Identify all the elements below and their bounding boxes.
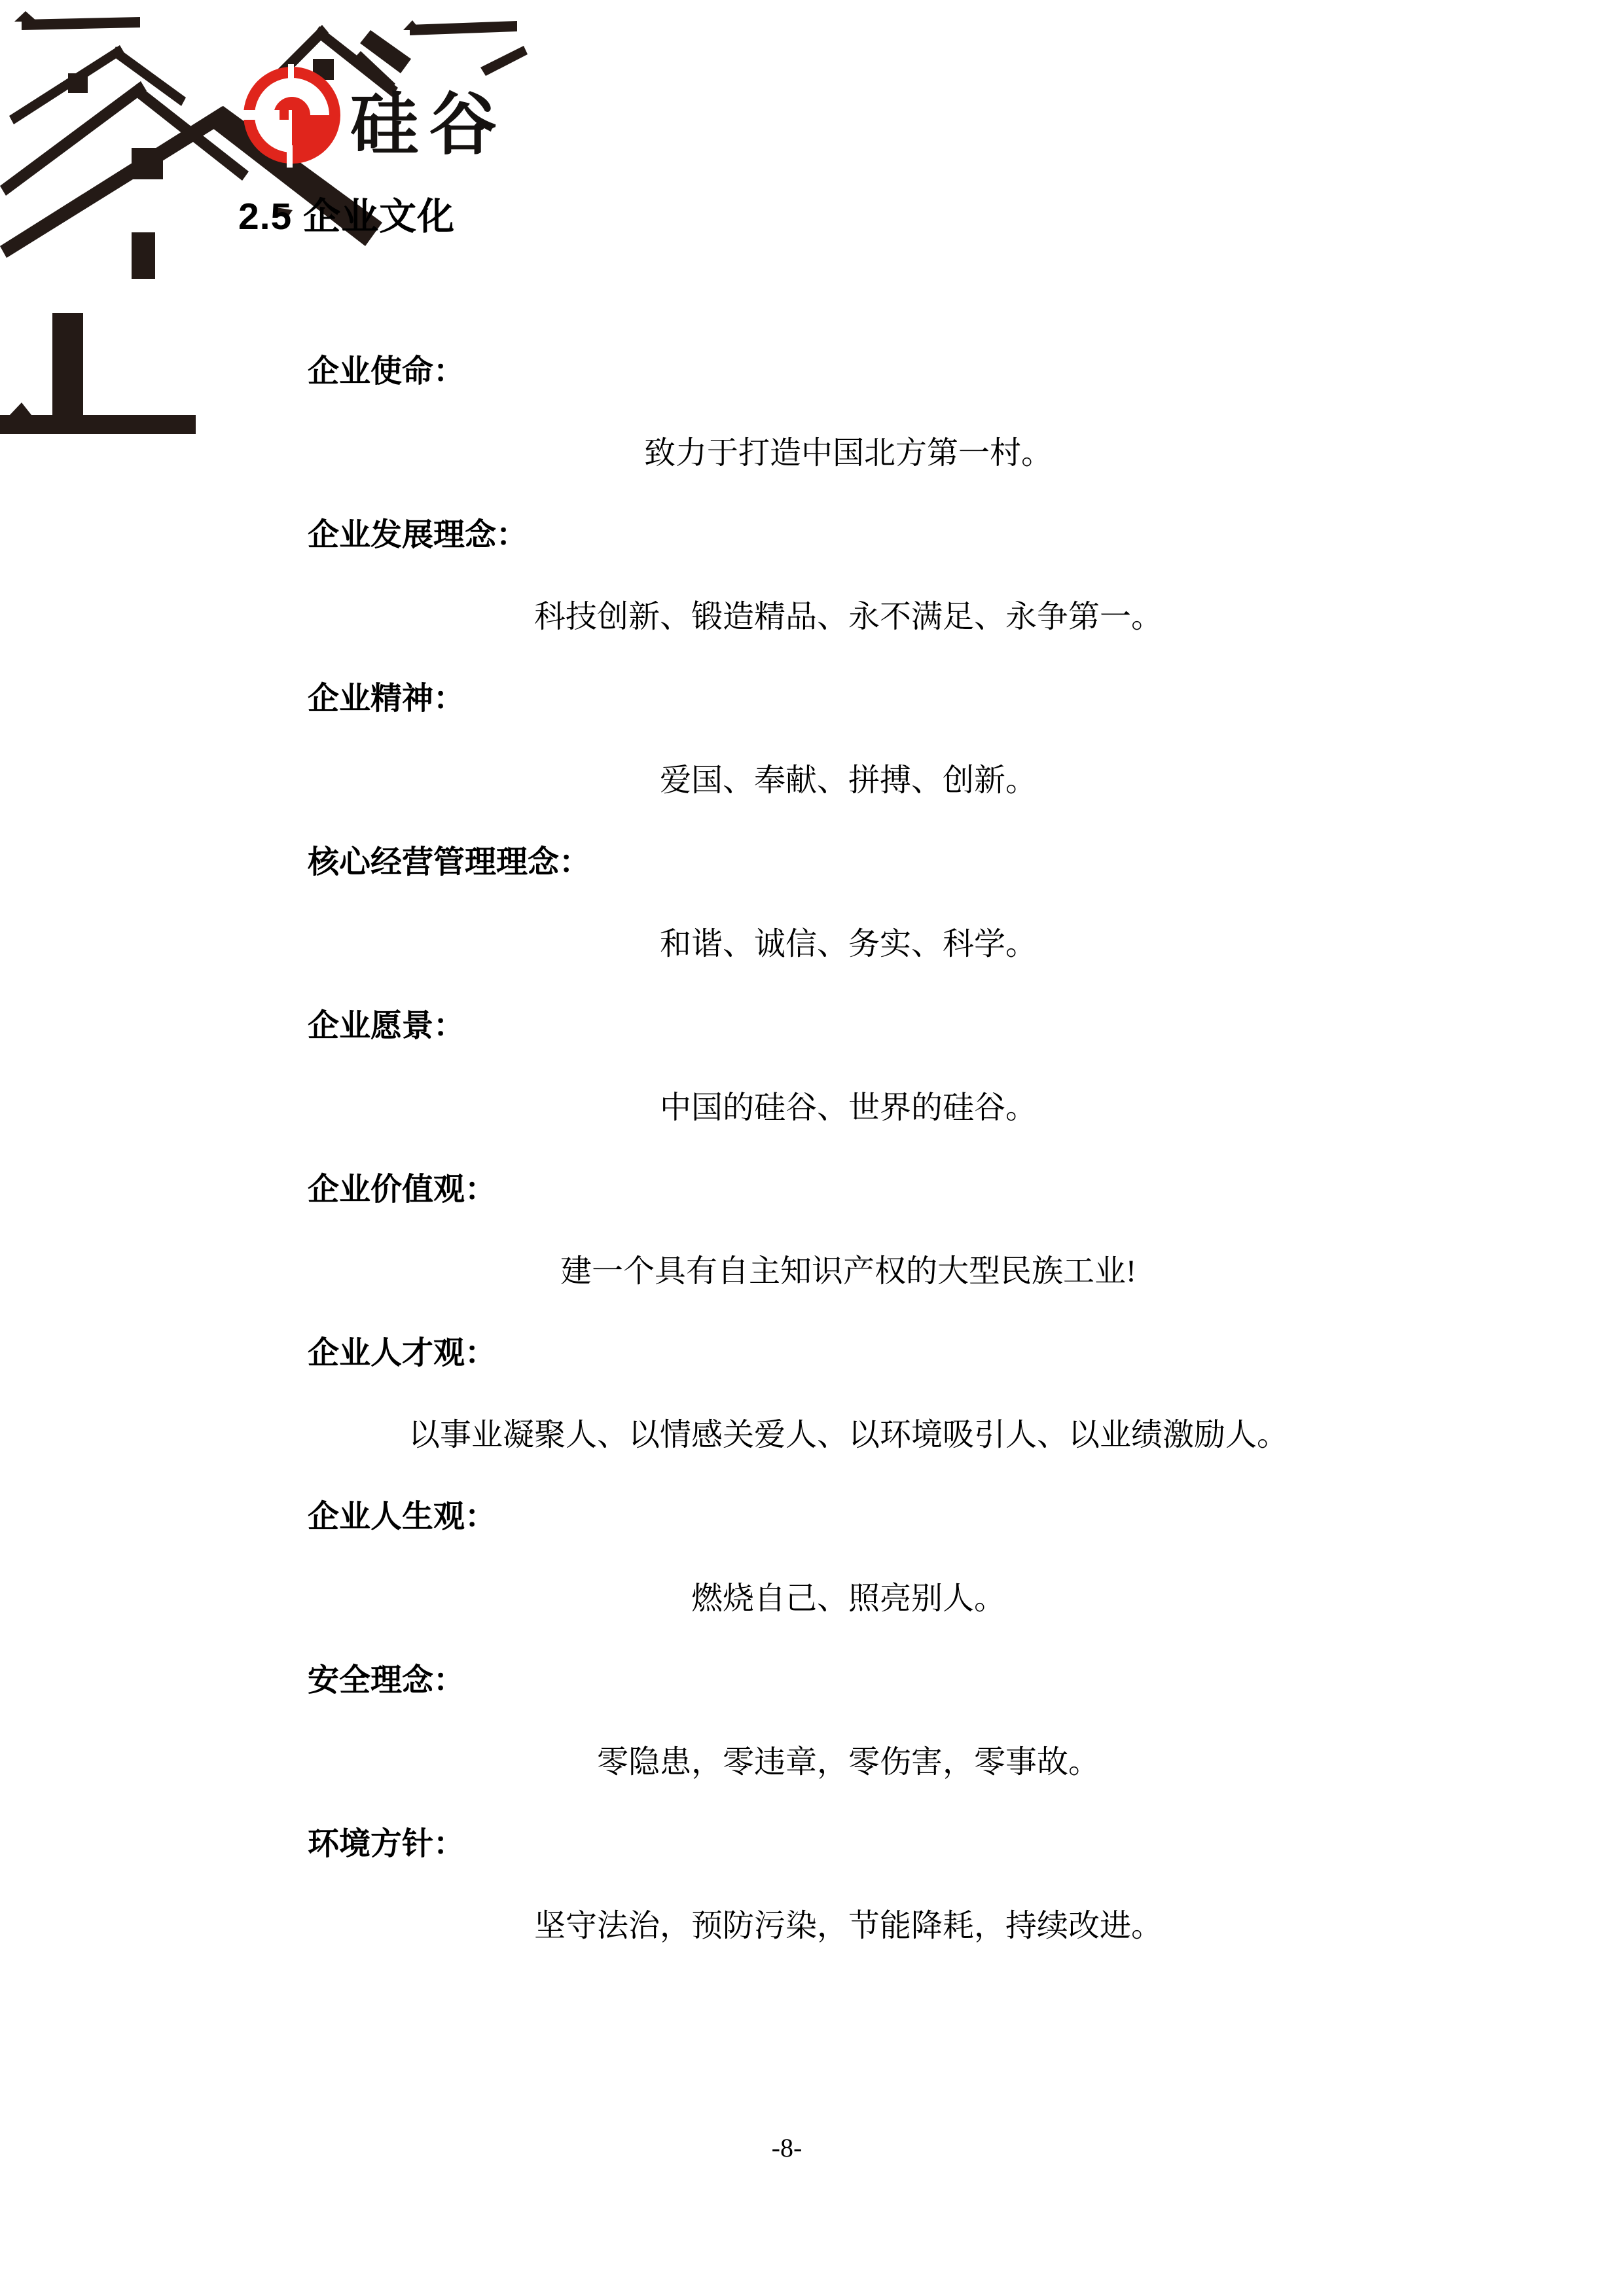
brand-text: 硅谷 bbox=[350, 87, 508, 163]
section-content-safety: 零隐患，零违章，零伤害，零事故。 bbox=[596, 1745, 1100, 1780]
section-content-vision: 中国的硅谷、世界的硅谷。 bbox=[659, 1090, 1037, 1125]
page-title: 2.5 企业文化 bbox=[238, 196, 456, 238]
section-heading-life: 企业人生观： bbox=[308, 1499, 497, 1534]
base-peak-icon bbox=[10, 403, 31, 415]
section-content-talent: 以事业凝聚人、以情感关爱人、以环境吸引人、以业绩激励人。 bbox=[408, 1418, 1288, 1452]
section-content-mission: 致力于打造中国北方第一村。 bbox=[643, 436, 1053, 471]
page-number: -8- bbox=[771, 2133, 803, 2162]
window-icon-large bbox=[132, 148, 163, 179]
section-heading-safety: 安全理念： bbox=[308, 1663, 465, 1698]
roof-ridge-bar bbox=[22, 17, 140, 30]
section-heading-mission: 企业使命： bbox=[308, 354, 465, 389]
section-content-management: 和谐、诚信、务实、科学。 bbox=[659, 927, 1037, 961]
chimney-rect bbox=[132, 232, 155, 279]
section-content-life: 燃烧自己、照亮别人。 bbox=[691, 1581, 1005, 1616]
section-content-environment: 坚守法治，预防污染，节能降耗，持续改进。 bbox=[533, 1909, 1163, 1943]
section-heading-development: 企业发展理念： bbox=[308, 518, 528, 552]
section-heading-talent: 企业人才观： bbox=[308, 1336, 497, 1371]
roof-centerB-left bbox=[0, 106, 230, 258]
section-content-spirit: 爱国、奉献、拼搏、创新。 bbox=[659, 763, 1037, 798]
section-content-values: 建一个具有自主知识产权的大型民族工业! bbox=[560, 1254, 1136, 1289]
window-icon bbox=[68, 73, 88, 93]
section-content-development: 科技创新、锻造精品、永不满足、永争第一。 bbox=[533, 600, 1163, 634]
section-heading-values: 企业价值观： bbox=[308, 1172, 497, 1207]
tall-bar bbox=[52, 313, 83, 428]
section-heading-environment: 环境方针： bbox=[308, 1827, 465, 1861]
section-heading-management: 核心经营管理理念： bbox=[308, 845, 591, 880]
section-heading-vision: 企业愿景： bbox=[308, 1009, 465, 1043]
base-bar bbox=[0, 415, 196, 434]
roof-far-right-slope bbox=[480, 46, 528, 76]
section-heading-spirit: 企业精神： bbox=[308, 681, 465, 716]
roof-ridge-bar-right bbox=[410, 21, 517, 35]
